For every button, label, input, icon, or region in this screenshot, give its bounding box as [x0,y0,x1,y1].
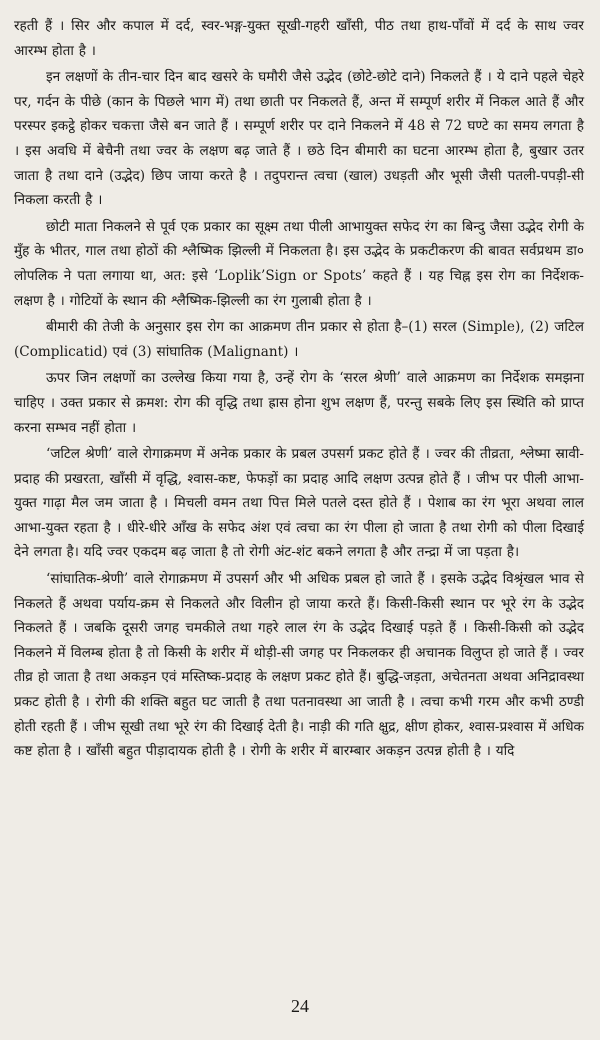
page-number: 24 [291,996,309,1016]
paragraph-malignant-type: ‘सांघातिक-श्रेणी’ वाले रोगाक्रमण में उपसर्ग और भी अधिक प्रबल हो जाते हैं । इसके उद्भेद विश्रृंखल भाव से निकलते हैं अथवा पर्याय-क्रम से निकलते और विलीन हो जाया करते हैं। किसी-किसी स्थान पर भूरे रंग के उद्भेद निकलते हैं । जबकि दूसरी जगह चमकीले तथा गहरे लाल रंग के उद्भेद दिखाई पड़ते हैं । किसी-किसी को उद्भेद निकलने में विलम्ब होता है तो किसी के शरीर में थोड़ी-सी जगह पर निकलकर ही अचानक विलुप्त हो जाते हैं । ज्वर तीव्र हो जाता है तथा अकड़न एवं मस्तिष्क-प्रदाह के लक्षण प्रकट होते हैं। बुद्धि-जड़ता, अचेतनता अथवा अनिद्रावस्था प्रकट होती है । रोगी की शक्ति बहुत घट जाती है तथा पतनावस्था आ जाती है । त्वचा कभी गरम और कभी ठण्डी होती रहती हैं । जीभ सूखी तथा भूरे रंग की दिखाई देती है। नाड़ी की गति क्षुद्र, क्षीण होकर, श्वास-प्रश्वास में अधिक कष्ट होता है । खाँसी बहुत पीड़ादायक होती है । रोगी के शरीर में बारम्बार अकड़न उत्पन्न होती है । यदि [14,571,584,760]
paragraph-koplik-spots: छोटी माता निकलने से पूर्व एक प्रकार का सूक्ष्म तथा पीली आभायुक्त सफेद रंग का बिन्दु जैसा उद्भेद रोगी के मुँह के भीतर, गाल तथा होठों की श्लैष्मिक झिल्ली में निकलता है। इस उद्भेद के प्रकटीकरण की बावत सर्वप्रथम डा० लोपलिक ने पता लगाया था, अत: इसे ‘Loplik’Sign or Spots’ कहते हैं । यह चिह्न इस रोग का निर्देशक-लक्षण है । गोटियों के स्थान की श्लैष्मिक-झिल्ली का रंग गुलाबी होता है । [14,218,584,309]
paragraph-simple-type: ऊपर जिन लक्षणों का उल्लेख किया गया है, उन्हें रोग के ‘सरल श्रेणी’ वाले आक्रमण का निर्देशक समझना चाहिए । उक्त प्रकार से क्रमश: रोग की वृद्धि तथा ह्रास होना शुभ लक्षण हैं, परन्तु सबके लिए इस स्थिति को प्राप्त करना सम्भव नहीं होता । [14,370,584,436]
paragraph-attack-types: बीमारी की तेजी के अनुसार इस रोग का आक्रमण तीन प्रकार से होता है–(1) सरल (Simple), (2) जटिल (Complicatid) एवं (3) सांघातिक (Malignant) । [14,319,584,360]
paragraph-rash-eruption: इन लक्षणों के तीन-चार दिन बाद खसरे के घमौरी जैसे उद्भेद (छोटे-छोटे दाने) निकलते हैं । ये दाने पहले चेहरे पर, गर्दन के पीछे (कान के पिछले भाग में) तथा छाती पर निकलते हैं, अन्त में सम्पूर्ण शरीर में निकल आते हैं और परस्पर इकट्ठे होकर चकत्ता जैसे बन जाते हैं । सम्पूर्ण शरीर पर दाने निकलने में 48 से 72 घण्टे का समय लगता है । इस अवधि में बेचैनी तथा ज्वर के लक्षण बढ़ जाते हैं । छठे दिन बीमारी का घटना आरम्भ होता है, बुखार उतर जाता है तथा दाने (उद्भेद) छिप जाया करते है । तदुपरान्त त्वचा (खाल) उधड़ती और भूसी जैसी पतली-पपड़ी-सी निकला करती है । [14,69,584,209]
paragraph-continuation: रहती हैं । सिर और कपाल में दर्द, स्वर-भङ्ग-युक्त सूखी-गहरी खाँसी, पीठ तथा हाथ-पाँवों में दर्द के साथ ज्वर आरम्भ होता है । [14,18,584,59]
paragraph-complicated-type: ‘जटिल श्रेणी’ वाले रोगाक्रमण में अनेक प्रकार के प्रबल उपसर्ग प्रकट होते हैं । ज्वर की तीव्रता, श्लेष्मा स्रावी-प्रदाह की प्रखरता, खाँसी में वृद्धि, श्वास-कष्ट, फेफड़ों का प्रदाह आदि लक्षण उत्पन्न होते हैं । जीभ पर पीली आभा-युक्त गाढ़ा मैल जम जाता है । मिचली वमन तथा पित्त मिले पतले दस्त होते हैं । पेशाब का रंग भूरा अथवा लाल आभा-युक्त रहता है । धीरे-धीरे आँख के सफेद अंश एवं त्वचा का रंग पीला हो जाता है तथा रोगी को पीला दिखाई देने लगता है। यदि ज्वर एकदम बढ़ जाता है तो रोगी अंट-शंट बकने लगता है और तन्द्रा में जा पड़ता है। [14,446,584,561]
